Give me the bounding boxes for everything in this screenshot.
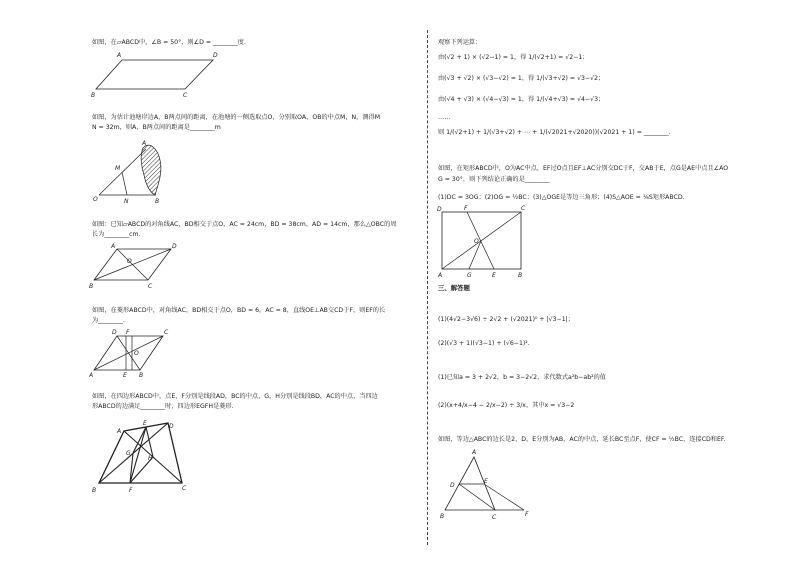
label-d: D	[437, 206, 442, 213]
label-e: E	[143, 420, 147, 427]
question-rectangle-line2: G = 30°，则下列结论正确的是________	[438, 176, 550, 183]
question-quadrilateral-line1: 如图，在四边形ABCD中，点E，F分别是线段AD，BC的中点，G，H分别是线段BD，AC的中点，当四边	[92, 393, 378, 400]
label-a: A	[438, 272, 443, 279]
label-c: C	[148, 283, 153, 290]
question-pond-distance-line2: N = 32m，则A，B两点间的距离是________m	[92, 124, 221, 131]
observe-dots: ……	[438, 114, 451, 121]
question-pond-distance-line1: 如图，为估计池塘岸边A，B两点间的距离，在池塘的一侧选取点O，分别取OA，OB的中点M，N，测得M	[92, 114, 381, 121]
label-b: B	[89, 283, 94, 290]
question-rectangle-options: (1)DC = 3OG；(2)OG = ½BC；(3)△OGE是等边三角形；(4)S△AOE = ⅙S矩形ABCD.	[438, 194, 685, 201]
label-c: C	[164, 329, 169, 336]
section-heading-solve: 三、解答题	[438, 284, 470, 292]
observe-line-3: 由(√4 + √3) × (√4−√3) = 1，得 1/(√4+√3) = √4−√3；	[438, 96, 605, 103]
observe-line-2: 由(√3 + √2) × (√3−√2) = 1，得 1/(√3+√2) = √3−√2；	[438, 75, 605, 82]
observe-sum: 则 1/(√2+1) + 1/(√3+√2) + ⋯ + 1/(√2021+√2020))(√2021 + 1) = ________.	[438, 129, 671, 136]
question-para-angle: 如图，在▱ABCD中，∠B = 50°，则∠D = ________度.	[92, 39, 246, 46]
label-e: E	[123, 372, 127, 379]
label-a: A	[472, 449, 477, 456]
label-c: C	[521, 205, 526, 212]
label-f: F	[525, 511, 529, 518]
label-b: B	[92, 487, 97, 494]
observe-line-1: 由(√2 + 1) × (√2−1) = 1，得 1/(√2+1) = √2−1；	[438, 54, 589, 61]
label-b: B	[139, 372, 144, 379]
label-d: D	[450, 482, 455, 489]
question-quadrilateral-line2: 形ABCD的边满足________时，四边形EGFH是菱形.	[92, 403, 234, 410]
label-a: A	[117, 52, 122, 59]
question-diagonals-line2: 长为________cm.	[92, 231, 141, 238]
label-a: A	[117, 428, 122, 435]
calc-problem-4: (2)(x+4/x−4 − 2/x−2) ÷ 3/x，其中x = √3−2	[438, 402, 575, 409]
calc-problem-1: (1)(4√2−3√6) ÷ 2√2 + (√2021)⁰ + |√3−1|；	[438, 316, 574, 323]
label-b: B	[518, 272, 523, 279]
label-o: O	[134, 350, 139, 357]
question-equilateral-triangle: 如图，等边△ABC的边长是2，D，E分别为AB，AC的中点，延长BC至点F，使CF = ½BC，连接CD和EF.	[438, 436, 726, 443]
label-c: C	[182, 485, 187, 492]
question-rectangle-line1: 如图，在矩形ABCD中，O为AC中点，EF过O点且EF⊥AC分别交DC于F，交AB于E，点G是AE中点且∠AO	[438, 165, 729, 172]
label-d: D	[213, 52, 218, 59]
calc-problem-3: (1)已知a = 3 + 2√2，b = 3−2√2，求代数式a²b−ab²的值	[438, 374, 606, 381]
label-g: G	[467, 272, 472, 279]
label-d: D	[169, 423, 174, 430]
label-d: D	[112, 329, 117, 336]
label-a: A	[142, 140, 147, 147]
calc-problem-2: (2)(√3 + 1)(√3−1) + (√6−1)².	[438, 340, 530, 347]
label-o: O	[474, 238, 479, 245]
label-a: A	[111, 243, 116, 250]
question-rhombus-line2: 为________.	[92, 317, 125, 324]
label-a: A	[89, 372, 94, 379]
label-c: C	[492, 514, 497, 521]
label-b: B	[155, 198, 160, 205]
label-b: B	[440, 513, 445, 520]
question-diagonals-line1: 如图：已知▱ABCD的对角线AC，BD相交于点O，AC = 24cm，BD = 38cm，AD = 14cm，那么△OBC的周	[92, 221, 397, 228]
label-o: O	[127, 258, 132, 265]
label-c: C	[183, 92, 188, 99]
label-n: N	[124, 198, 129, 205]
observe-title: 观察下列运算：	[438, 39, 482, 46]
label-e: E	[492, 272, 496, 279]
label-m: M	[115, 165, 121, 172]
label-g: G	[126, 450, 131, 457]
label-o: O	[93, 196, 98, 203]
label-f: F	[126, 329, 130, 336]
label-e: E	[484, 478, 488, 485]
label-b: B	[91, 92, 96, 99]
question-rhombus-line1: 如图，在菱形ABCD中，对角线AC，BD相交于点O，BD = 6，AC = 8，直线OE⊥AB交CD于F，则EF的长	[92, 307, 386, 314]
label-f: F	[464, 205, 468, 212]
label-h: H	[148, 455, 153, 462]
label-f: F	[129, 487, 133, 494]
label-d: D	[172, 243, 177, 250]
